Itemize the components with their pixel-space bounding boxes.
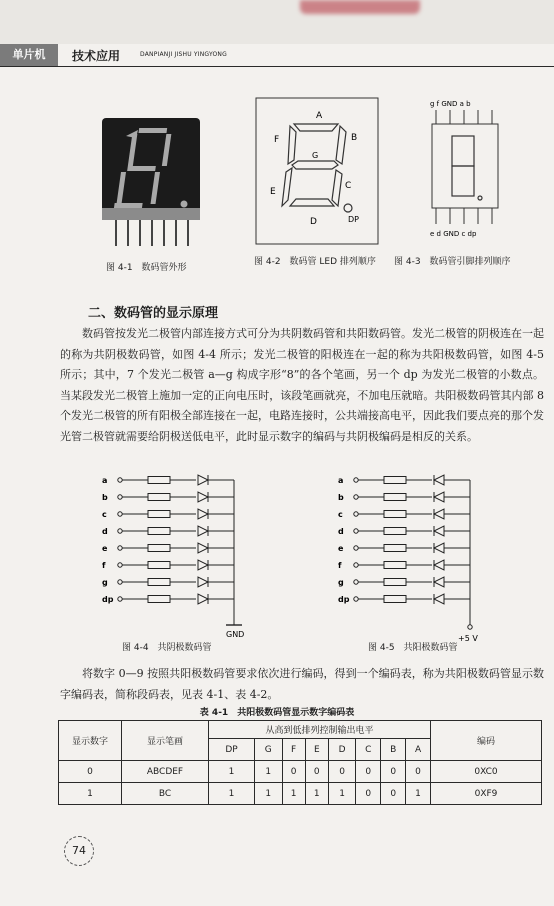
pin-terminal (354, 529, 358, 533)
led-diode (198, 543, 208, 553)
pin-label-c: c (102, 510, 107, 519)
fig2-label-g: G (312, 151, 319, 160)
figure-4-5-caption: 图 4-5 共阳极数码管 (368, 643, 458, 653)
led-diode (198, 594, 208, 604)
led-diode (434, 509, 444, 519)
pin-label-b: b (338, 493, 344, 502)
figure-4-2-segment-layout (254, 96, 380, 246)
cell-level: 1 (305, 783, 328, 805)
led-diode (434, 526, 444, 536)
pin-terminal (354, 563, 358, 567)
fig2-label-dp: DP (348, 215, 359, 224)
cell-level: 0 (305, 761, 328, 783)
header-column: 技术应用 (72, 49, 121, 63)
figure-4-5-common-anode (336, 468, 496, 644)
pin-label-c: c (338, 510, 343, 519)
cell-segments: ABCDEF (122, 761, 209, 783)
pin-label-dp: dp (102, 595, 114, 604)
pin-terminal (354, 580, 358, 584)
led-diode (198, 560, 208, 570)
resistor (148, 494, 170, 501)
led-diode (434, 475, 444, 485)
figure-4-3-pin-layout (428, 96, 508, 246)
pin-terminal (354, 512, 358, 516)
resistor (384, 596, 406, 603)
figure-4-3-caption: 图 4-3 数码管引脚排列顺序 (394, 257, 511, 267)
paragraph-principle: 数码管按发光二极管内部连接方式可分为共阴数码管和共阳数码管。发光二极管的阴极连在一起的称为共阴极数码管，如图 4-4 所示；发光二极管的阳极连在一起的称为共阳极数码管，如图 4-5 所示；其中，7 个发光二极管 a—g 构成字形“8”的各个笔画，另一个 dp 为发光二极管的小数点。当某段发光二极管上施加一定的正向电压时，该段笔画就亮，不加电压就暗。共阳极数码管其内部 8 个发光二极管的所有阳极全部连接在一起，电路连接时，公共端接高电平，因此我们要点亮的那个发光管二极管就需要给阴极送低电平，此时显示数字的编码与共阴极编码是相反的关系。 (60, 327, 544, 443)
bit-header: C (356, 739, 381, 761)
resistor (384, 511, 406, 518)
book-tabs (300, 0, 420, 14)
pin-label-f: f (338, 561, 342, 570)
cell-level: 0 (406, 761, 431, 783)
led-diode (198, 475, 208, 485)
header-code: 编码 (431, 721, 542, 761)
header-pinyin: DANPIANJI JISHU YINGYONG (140, 51, 227, 58)
pin-label-dp: dp (338, 595, 350, 604)
section-title: 二、数码管的显示原理 (88, 306, 219, 321)
cell-level: 0 (282, 761, 305, 783)
led-diode (434, 560, 444, 570)
pin-label-e: e (338, 544, 344, 553)
figure-4-1-caption: 图 4-1 数码管外形 (106, 263, 187, 273)
figure-4-2-caption: 图 4-2 数码管 LED 排列顺序 (254, 257, 376, 267)
page-header (0, 44, 554, 67)
fig2-label-e: E (270, 187, 276, 197)
ground-label: GND (226, 630, 245, 639)
cell-level: 0 (328, 761, 355, 783)
bit-header: B (381, 739, 406, 761)
pin-terminal (118, 529, 122, 533)
cell-level: 0 (381, 783, 406, 805)
resistor (148, 596, 170, 603)
led-diode (198, 526, 208, 536)
resistor (384, 528, 406, 535)
fig2-label-d: D (310, 217, 317, 227)
bit-header: F (282, 739, 305, 761)
led-diode (198, 492, 208, 502)
led-diode (434, 492, 444, 502)
resistor (148, 477, 170, 484)
resistor (148, 528, 170, 535)
cell-level: 1 (328, 783, 355, 805)
pin-label-d: d (102, 527, 108, 536)
paragraph-encoding: 将数字 0—9 按照共阳极数码管要求依次进行编码，得到一个编码表，称为共阳极数码管显示数字编码表，简称段码表，见表 4-1、表 4-2。 (60, 667, 544, 701)
cell-code: 0XF9 (431, 783, 542, 805)
led-diode (434, 577, 444, 587)
resistor (148, 562, 170, 569)
resistor (384, 494, 406, 501)
pin-terminal (354, 597, 358, 601)
fig2-label-c: C (345, 181, 352, 191)
led-diode (198, 577, 208, 587)
cell-level: 1 (406, 783, 431, 805)
led-diode (198, 509, 208, 519)
table-title: 表 4-1 共阳极数码管显示数字编码表 (199, 708, 355, 718)
table-row (59, 761, 542, 783)
resistor (384, 545, 406, 552)
figure-4-1-display (96, 108, 208, 248)
pin-label-a: a (338, 476, 344, 485)
pin-label-d: d (338, 527, 344, 536)
pin-label-b: b (102, 493, 108, 502)
bit-header: DP (209, 739, 255, 761)
pin-terminal (118, 597, 122, 601)
pin-terminal (118, 512, 122, 516)
cell-level: 0 (356, 783, 381, 805)
cell-level: 1 (255, 783, 282, 805)
fig2-label-b: B (351, 133, 358, 143)
header-tab: 单片机 (0, 44, 58, 66)
pin-terminal (118, 580, 122, 584)
bit-header: G (255, 739, 282, 761)
pin-label-a: a (102, 476, 108, 485)
fig2-label-a: A (316, 111, 323, 121)
resistor (384, 579, 406, 586)
header-segments: 显示笔画 (122, 721, 209, 761)
resistor (148, 579, 170, 586)
pin-terminal (354, 478, 358, 482)
resistor (384, 477, 406, 484)
cell-level: 1 (209, 761, 255, 783)
bit-header: E (305, 739, 328, 761)
led-diode (434, 594, 444, 604)
pin-terminal (118, 563, 122, 567)
cell-level: 1 (209, 783, 255, 805)
pin-terminal (354, 546, 358, 550)
led-diode (434, 543, 444, 553)
cell-level: 0 (356, 761, 381, 783)
cell-digit: 0 (59, 761, 122, 783)
page-number: 74 (64, 836, 94, 866)
segment-code-table (58, 720, 542, 805)
cell-level: 1 (282, 783, 305, 805)
pin-label-e: e (102, 544, 108, 553)
resistor (384, 562, 406, 569)
supply-label: +5 V (458, 634, 478, 643)
pin-terminal (118, 546, 122, 550)
cell-level: 1 (255, 761, 282, 783)
fig3-top-pins: g f GND a b (430, 100, 471, 108)
header-levels: 从高到低排列控制输出电平 (209, 721, 431, 739)
top-margin (0, 0, 554, 44)
resistor (148, 545, 170, 552)
bit-header: D (328, 739, 355, 761)
pin-terminal (354, 495, 358, 499)
pin-label-g: g (102, 578, 108, 587)
pin-label-f: f (102, 561, 106, 570)
bit-header: A (406, 739, 431, 761)
table-row (59, 783, 542, 805)
header-digit: 显示数字 (59, 721, 122, 761)
fig3-bottom-pins: e d GND c dp (430, 230, 477, 238)
cell-digit: 1 (59, 783, 122, 805)
cell-level: 0 (381, 761, 406, 783)
pin-terminal (118, 495, 122, 499)
fig2-label-f: F (274, 135, 280, 145)
cell-code: 0XC0 (431, 761, 542, 783)
resistor (148, 511, 170, 518)
pin-label-g: g (338, 578, 344, 587)
cell-segments: BC (122, 783, 209, 805)
figure-4-4-common-cathode (100, 468, 260, 639)
figure-4-4-caption: 图 4-4 共阴极数码管 (122, 643, 212, 653)
pin-terminal (118, 478, 122, 482)
supply-terminal (468, 625, 472, 629)
